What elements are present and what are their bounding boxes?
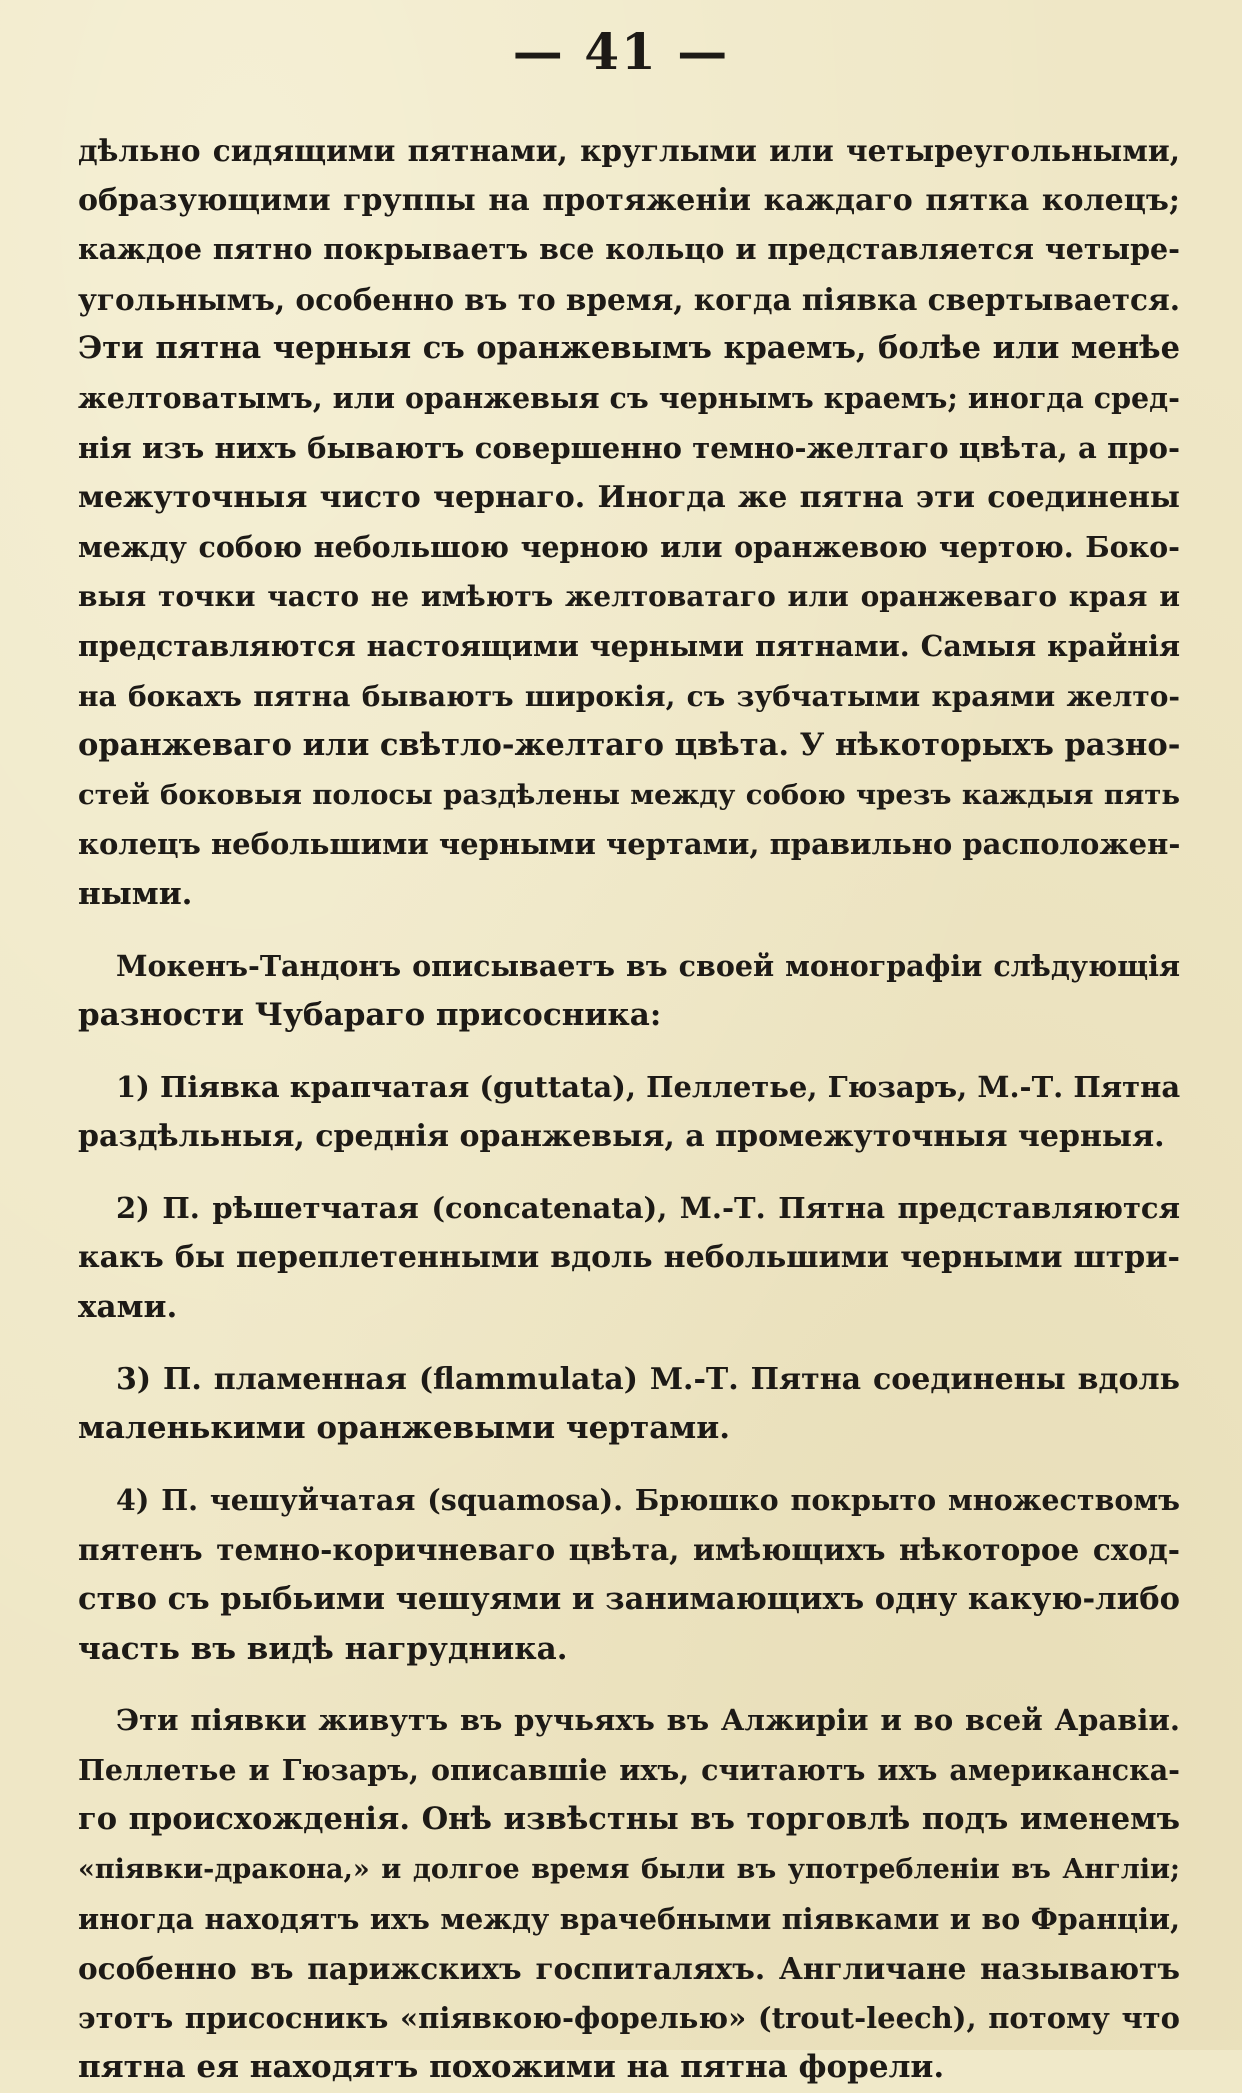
text-line: Пеллетье и Гюзаръ, описавшiе ихъ, считаютъ ихъ американска- bbox=[78, 1752, 1180, 1787]
text-line: разности Чубараго присосника: bbox=[78, 997, 662, 1034]
text-line: хами. bbox=[78, 1289, 178, 1326]
text-line: стей боковыя полосы раздѣлены между собою чрезъ каждыя пять bbox=[78, 778, 1180, 811]
text-line: каждое пятно покрываетъ все кольцо и представляется четыре- bbox=[78, 232, 1180, 267]
paragraph bbox=[78, 942, 1180, 1041]
text-line: выя точки часто не имѣютъ желтоватаго или оранжеваго края и bbox=[78, 580, 1180, 614]
text-line: пятна ея находятъ похожими на пятна форели. bbox=[78, 2049, 945, 2086]
text-line: этотъ присосникъ «пiявкою-форелью» (trout-leech), потому что bbox=[78, 2000, 1180, 2035]
page-number: — 41 — bbox=[512, 22, 730, 81]
text-line: Мокенъ-Тандонъ описываетъ въ своей монографiи слѣдующiя bbox=[116, 948, 1180, 983]
text-line: нiя изъ нихъ бываютъ совершенно темно-желтаго цвѣта, а про- bbox=[78, 430, 1180, 465]
text-line: раздѣльныя, среднiя оранжевыя, а промежуточныя черныя. bbox=[78, 1119, 1165, 1155]
text-line: на бокахъ пятна бываютъ широкiя, съ зубчатыми краями желто- bbox=[78, 679, 1180, 713]
list-item bbox=[78, 1476, 1180, 1674]
text-line: колецъ небольшими черными чертами, правильно расположен- bbox=[78, 827, 1180, 862]
text-line: ство съ рыбьими чешуями и занимающихъ одну какую-либо bbox=[78, 1581, 1180, 1618]
list-item bbox=[78, 1355, 1180, 1454]
text-line: представляются настоящими черными пятнами. Самыя крайнiя bbox=[78, 628, 1180, 663]
text-line: 3) П. пламенная (flammulata) М.-Т. Пятна соединены вдоль bbox=[116, 1361, 1180, 1397]
list-item bbox=[78, 1184, 1180, 1333]
text-line: 2) П. рѣшетчатая (concatenata), М.-Т. Пятна представляются bbox=[116, 1190, 1180, 1225]
paragraph bbox=[78, 126, 1180, 920]
text-line: между собою небольшою черною или оранжевою чертою. Боко- bbox=[78, 529, 1180, 564]
text-line: оранжеваго или свѣтло-желтаго цвѣта. У нѣкоторыхъ разно- bbox=[78, 727, 1180, 764]
text-line: межуточныя чисто чернаго. Иногда же пятна эти соединены bbox=[78, 480, 1180, 516]
text-line: угольнымъ, особенно въ то время, когда пiявка свертывается. bbox=[78, 281, 1180, 317]
text-line: Эти пятна черныя съ оранжевымъ краемъ, болѣе или менѣе bbox=[78, 330, 1180, 367]
paragraph bbox=[78, 1696, 1180, 2093]
text-line: «пiявки-дракона,» и долгое время были въ употребленiи въ Англiи; bbox=[78, 1854, 1180, 1885]
text-line: какъ бы переплетенными вдоль небольшими черными штри- bbox=[78, 1240, 1180, 1276]
text-line: 4) П. чешуйчатая (squamosa). Брюшко покрыто множествомъ bbox=[116, 1482, 1180, 1517]
text-line: 1) Пiявка крапчатая (guttata), Пеллетье, Гюзаръ, М.-Т. Пятна bbox=[116, 1069, 1180, 1104]
body-text bbox=[78, 126, 1180, 2093]
text-line: пятенъ темно-коричневаго цвѣта, имѣющихъ нѣкоторое сход- bbox=[78, 1532, 1180, 1568]
text-line: маленькими оранжевыми чертами. bbox=[78, 1410, 730, 1447]
list-item bbox=[78, 1063, 1180, 1162]
text-line: желтоватымъ, или оранжевыя съ чернымъ краемъ; иногда сред- bbox=[78, 380, 1180, 415]
text-line: ными. bbox=[78, 875, 193, 912]
text-line: дѣльно сидящими пятнами, круглыми или четыреугольными, bbox=[78, 133, 1180, 168]
text-line: го происхожденiя. Онѣ извѣстны въ торговлѣ подъ именемъ bbox=[78, 1801, 1180, 1838]
text-line: особенно въ парижскихъ госпиталяхъ. Англичане называютъ bbox=[78, 1951, 1180, 1987]
text-line: иногда находятъ ихъ между врачебными пiявками и во Францiи, bbox=[78, 1901, 1180, 1936]
text-line: Эти пiявки живутъ въ ручьяхъ въ Алжирiи и во всей Аравiи. bbox=[116, 1703, 1180, 1738]
text-line: образующими группы на протяженiи каждаго пятка колецъ; bbox=[78, 182, 1180, 218]
text-line: часть въ видѣ нагрудника. bbox=[78, 1630, 568, 1667]
